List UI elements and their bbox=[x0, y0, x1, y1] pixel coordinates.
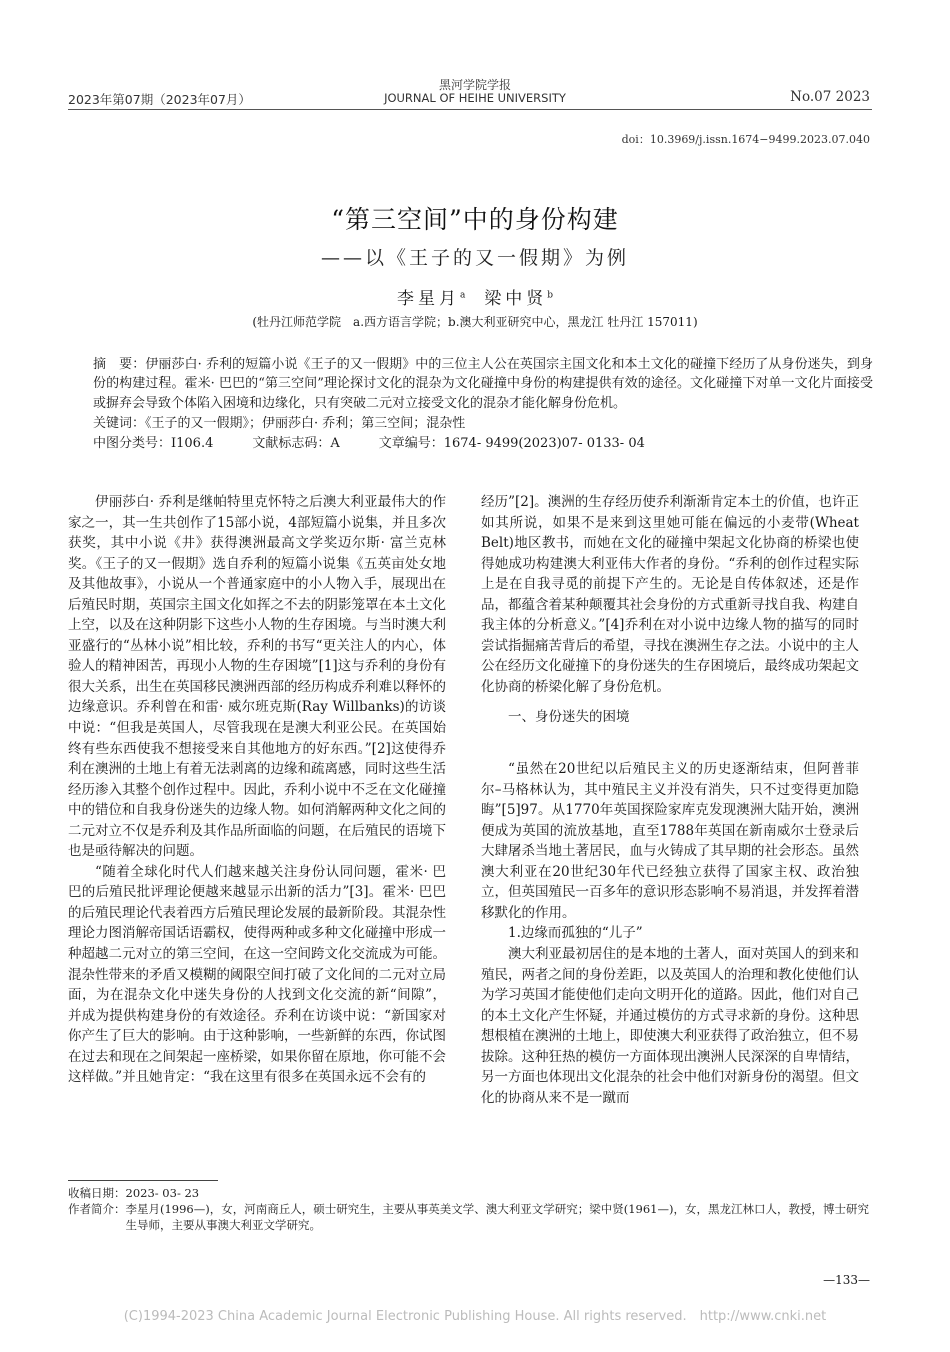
authors bbox=[0, 284, 950, 309]
article-subtitle: ——以《王子的又一假期》为例 bbox=[320, 247, 629, 269]
abstract: 摘 要：伊丽莎白· 乔利的短篇小说《王子的又一假期》中的三位主人公在英国宗主国文化和本土文化的碰撞下经历了从身份迷失，到身份的构建过程。霍米· 巴巴的“第三空间”理论探讨文化的混杂为文化碰撞中身份的构建提供有效的途径。文化碰撞下对单一文化片面接受或摒弃会导致个体陷入困境和边缘化，只有突破二元对立接受文化的混杂才能化解身份危机。 bbox=[93, 357, 873, 411]
header-journal-cn: 黑河学院学报 bbox=[438, 78, 511, 92]
paragraph: 伊丽莎白· 乔利是继帕特里克怀特之后澳大利亚最伟大的作家之一，其一生共创作了15部小说，4部短篇小说集，并且多次获奖，其中小说《井》获得澳洲最高文学奖迈尔斯· 富兰克林奖。《王子的又一假期》选自乔利的短篇小说集《五英亩处女地及其他故事》，小说从一个普通家庭中的小人物入手，展现出在后殖民时期，英国宗主国文化如挥之不去的阴影笼罩在本土文化上空，以及在这种阴影下这些小人物的生存困境。与当时澳大利亚盛行的“丛林小说”相比较，乔利的书写“更关注人的内心，体验人的精神困苦，再现小人物的生存困境”[1]这与乔利的身份有很大关系，出生在英国移民澳洲西部的经历构成乔利难以释怀的边缘意识。乔利曾在和雷· 威尔班克斯(Ray Willbanks)的访谈中说：“但我是英国人，尽管我现在是澳大利亚公民。在英国始终有些东西使我不想接受来自其他地方的好东西。”[2]这使得乔利在澳洲的土地上有着无法剥离的边缘和疏离感，同时这些生活经历渗入其整个创作过程中。因此，乔利小说中不乏在文化碰撞中的错位和自我身份迷失的边缘人物。如何消解两种文化之间的二元对立不仅是乔利及其作品所面临的问题，在后殖民的语境下也是亟待解决的问题。 bbox=[68, 494, 446, 860]
body-column-left bbox=[68, 492, 446, 1088]
body-column-right bbox=[481, 492, 859, 1108]
section-heading: 一、身份迷失的困境 bbox=[508, 709, 630, 726]
author-name: 李星月 bbox=[397, 289, 461, 309]
header-issue-no: No.07 2023 bbox=[790, 89, 870, 105]
keywords: 关键词：《王子的又一假期》；伊丽莎白· 乔利；第三空间；混杂性 bbox=[93, 416, 466, 431]
header-rule bbox=[68, 109, 872, 110]
article-title: “第三空间”中的身份构建 bbox=[331, 205, 619, 234]
subsection-heading: 1.边缘而孤独的“儿子” bbox=[508, 925, 643, 942]
header-journal-en: JOURNAL OF HEIHE UNIVERSITY bbox=[384, 91, 566, 105]
paragraph: “虽然在20世纪以后殖民主义的历史逐渐结束，但阿普菲尔–马格林认为，其中殖民主义并没有消失，只不过变得更加隐晦”[5]97。从1770年英国探险家库克发现澳洲大陆开始，澳洲便成为英国的流放基地，直至1788年英国在新南威尔士登录后大肆屠杀当地土著居民，血与火铸成了其早期的社会形态。虽然澳大利亚在20世纪30年代已经独立获得了国家主权、政治独立，但英国殖民一百多年的意识形态影响不易消退，并发挥着潜移默化的作用。 bbox=[481, 761, 859, 921]
author-bio: 作者简介： 李星月(1996—)，女，河南商丘人，硕士研究生，主要从事英美文学、澳大利亚文学研究；梁中贤(1961—)，女，黑龙江林口人，教授，博士研究生导师，主要从事澳大利亚文学研究。 bbox=[68, 1202, 869, 1232]
affiliation: (牡丹江师范学院 a.西方语言学院；b.澳大利亚研究中心，黑龙江 牡丹江 157011) bbox=[252, 315, 698, 329]
paragraph: “随着全球化时代人们越来越关注身份认同问题，霍米· 巴巴的后殖民批评理论便越来越显示出新的活力”[3]。霍米· 巴巴的后殖民理论代表着西方后殖民理论发展的最新阶段。其混杂性理论力图消解帝国话语霸权，使得两种或多种文化碰撞中形成一种超越二元对立的第三空间，在这一空间跨文化交流成为可能。混杂性带来的矛盾又模糊的阈限空间打破了文化间的二元对立局面，为在混杂文化中迷失身份的人找到文化交流的新“间隙”，并成为提供构建身份的有效途径。乔利在访谈中说：“新国家对你产生了巨大的影响。由于这种影响，一些新鲜的东西，你试图在过去和现在之间架起一座桥梁，如果你留在原地，你可能不会这样做。”并且她肯定：“我在这里有很多在英国永远不会有的 bbox=[68, 863, 446, 1086]
author-sup: b bbox=[547, 290, 553, 301]
classification: 中图分类号：I106.4 文献标志码：A 文章编号：1674- 9499(2023)07- 0133- 04 bbox=[93, 436, 645, 451]
copyright-watermark: (C)1994-2023 China Academic Journal Electronic Publishing House. All rights reserved. http://www.cnki.net bbox=[123, 1309, 827, 1324]
paragraph: 澳大利亚最初居住的是本地的土著人，面对英国人的到来和殖民，两者之间的身份差距，以及英国人的治理和教化使他们认为学习英国才能使他们走向文明开化的道路。因此，他们对自己的本土文化产生怀疑，并通过模仿的方式寻求新的身份。这种思想根植在澳洲的土地上，即使澳大利亚获得了政治独立，但不易拔除。这种狂热的模仿一方面体现出澳洲人民深深的自卑情结，另一方面也体现出文化混杂的社会中他们对新身份的渴望。但文化的协商从来不是一蹴而 bbox=[481, 946, 859, 1106]
header-issue: 2023年第07期（2023年07月） bbox=[68, 92, 251, 107]
author-sup: a bbox=[460, 290, 466, 301]
footnote-rule bbox=[68, 1180, 218, 1181]
footnotes bbox=[68, 1185, 872, 1233]
author-name: 梁中贤 bbox=[484, 289, 548, 309]
page-number: —133— bbox=[823, 1273, 870, 1287]
doi: doi：10.3969/j.issn.1674−9499.2023.07.040 bbox=[621, 133, 870, 146]
received-date: 收稿日期： 2023- 03- 23 bbox=[68, 1186, 200, 1200]
paragraph: 经历”[2]。澳洲的生存经历使乔利渐渐肯定本土的价值，也许正如其所说，如果不是来到这里她可能在偏远的小麦带(Wheat Belt)地区教书，而她在文化的碰撞中架起文化协商的桥梁也使得她成功构建澳大利亚伟大作者的身份。“乔利的创作过程实际上是在自我寻觅的前提下产生的。无论是自传体叙述，还是作品，都蕴含着某种颠覆其社会身份的方式重新寻找自我、构建自我主体的分析意义。”[4]乔利在对小说中边缘人物的描写的同时尝试指掘痛苦背后的希望，寻找在澳洲生存之法。小说中的主人公在经历文化碰撞下的身份迷失的生存困境后，最终成功架起文化协商的桥梁化解了身份危机。 bbox=[481, 494, 859, 695]
